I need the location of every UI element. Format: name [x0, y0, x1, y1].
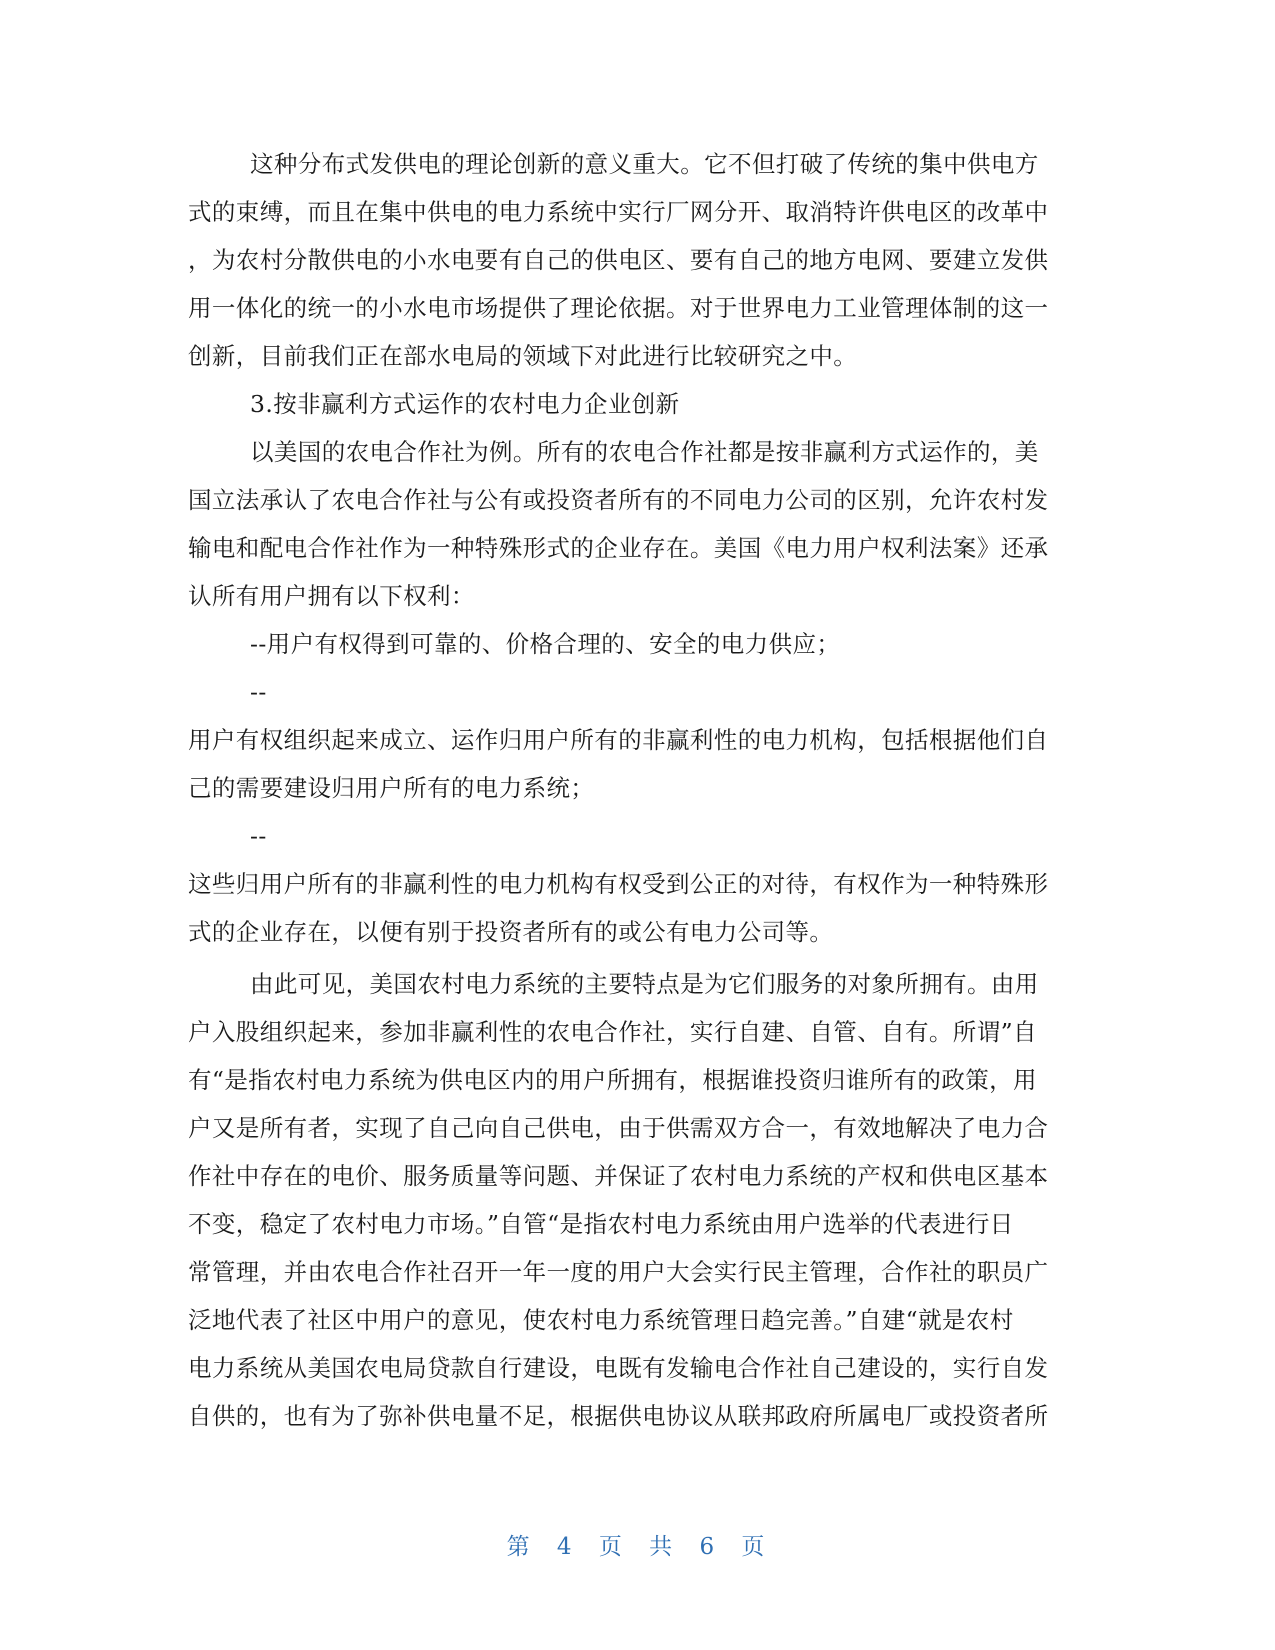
list-dash: --: [250, 678, 267, 706]
paragraph-line: 自供的，也有为了弥补供电量不足，根据供电协议从联邦政府所属电厂或投资者所: [188, 1402, 1049, 1430]
list-item: 用户有权组织起来成立、运作归用户所有的非赢利性的电力机构，包括根据他们自: [188, 726, 1049, 754]
paragraph-line: 作社中存在的电价、服务质量等问题、并保证了农村电力系统的产权和供电区基本: [188, 1162, 1049, 1190]
footer-gong: 共: [649, 1534, 677, 1560]
paragraph-line: 户入股组织起来，参加非赢利性的农电合作社，实行自建、自管、自有。所谓”自: [188, 1018, 1037, 1046]
list-item: --用户有权得到可靠的、价格合理的、安全的电力供应；: [250, 630, 841, 658]
paragraph-line: 式的束缚，而且在集中供电的电力系统中实行厂网分开、取消特许供电区的改革中: [188, 198, 1049, 226]
paragraph-line: 常管理，并由农电合作社召开一年一度的用户大会实行民主管理，合作社的职员广: [188, 1258, 1049, 1286]
document-body: [188, 140, 1088, 1440]
footer-di: 第: [506, 1534, 534, 1560]
footer-ye: 页: [741, 1534, 769, 1560]
paragraph-line: 国立法承认了农电合作社与公有或投资者所有的不同电力公司的区别，允许农村发: [188, 486, 1049, 514]
page-footer: [0, 1528, 1275, 1561]
paragraph-line: 户又是所有者，实现了自己向自己供电，由于供需双方合一，有效地解决了电力合: [188, 1114, 1049, 1142]
paragraph-line: 有“是指农村电力系统为供电区内的用户所拥有，根据谁投资归谁所有的政策，用: [188, 1066, 1037, 1094]
paragraph-line: 输电和配电合作社作为一种特殊形式的企业存在。美国《电力用户权利法案》还承: [188, 534, 1049, 562]
paragraph-line: 这种分布式发供电的理论创新的意义重大。它不但打破了传统的集中供电方: [250, 150, 1039, 178]
paragraph-line: 由此可见，美国农村电力系统的主要特点是为它们服务的对象所拥有。由用: [250, 970, 1039, 998]
paragraph-line: 泛地代表了社区中用户的意见，使农村电力系统管理日趋完善。”自建“就是农村: [188, 1306, 1014, 1334]
section-heading: 3.按非赢利方式运作的农村电力企业创新: [250, 390, 680, 418]
paragraph-line: 不变，稳定了农村电力市场。”自管“是指农村电力系统由用户选举的代表进行日: [188, 1210, 1014, 1238]
paragraph-line: 用一体化的统一的小水电市场提供了理论依据。对于世界电力工业管理体制的这一: [188, 294, 1049, 322]
list-dash: --: [250, 822, 267, 850]
paragraph-line: 电力系统从美国农电局贷款自行建设，电既有发输电合作社自己建设的，实行自发: [188, 1354, 1049, 1382]
paragraph-line: ，为农村分散供电的小水电要有自己的供电区、要有自己的地方电网、要建立发供: [188, 246, 1049, 274]
footer-ye: 页: [598, 1534, 626, 1560]
list-item: 己的需要建设归用户所有的电力系统；: [188, 774, 595, 802]
list-item: 式的企业存在，以便有别于投资者所有的或公有电力公司等。: [188, 918, 834, 946]
paragraph-line: 创新，目前我们正在部水电局的领域下对此进行比较研究之中。: [188, 342, 858, 370]
paragraph-line: 认所有用户拥有以下权利：: [188, 582, 475, 610]
footer-total-pages: 6: [699, 1534, 719, 1560]
footer-current-page: 4: [556, 1534, 576, 1560]
paragraph-line: 以美国的农电合作社为例。所有的农电合作社都是按非赢利方式运作的，美: [250, 438, 1039, 466]
list-item: 这些归用户所有的非赢利性的电力机构有权受到公正的对待，有权作为一种特殊形: [188, 870, 1049, 898]
